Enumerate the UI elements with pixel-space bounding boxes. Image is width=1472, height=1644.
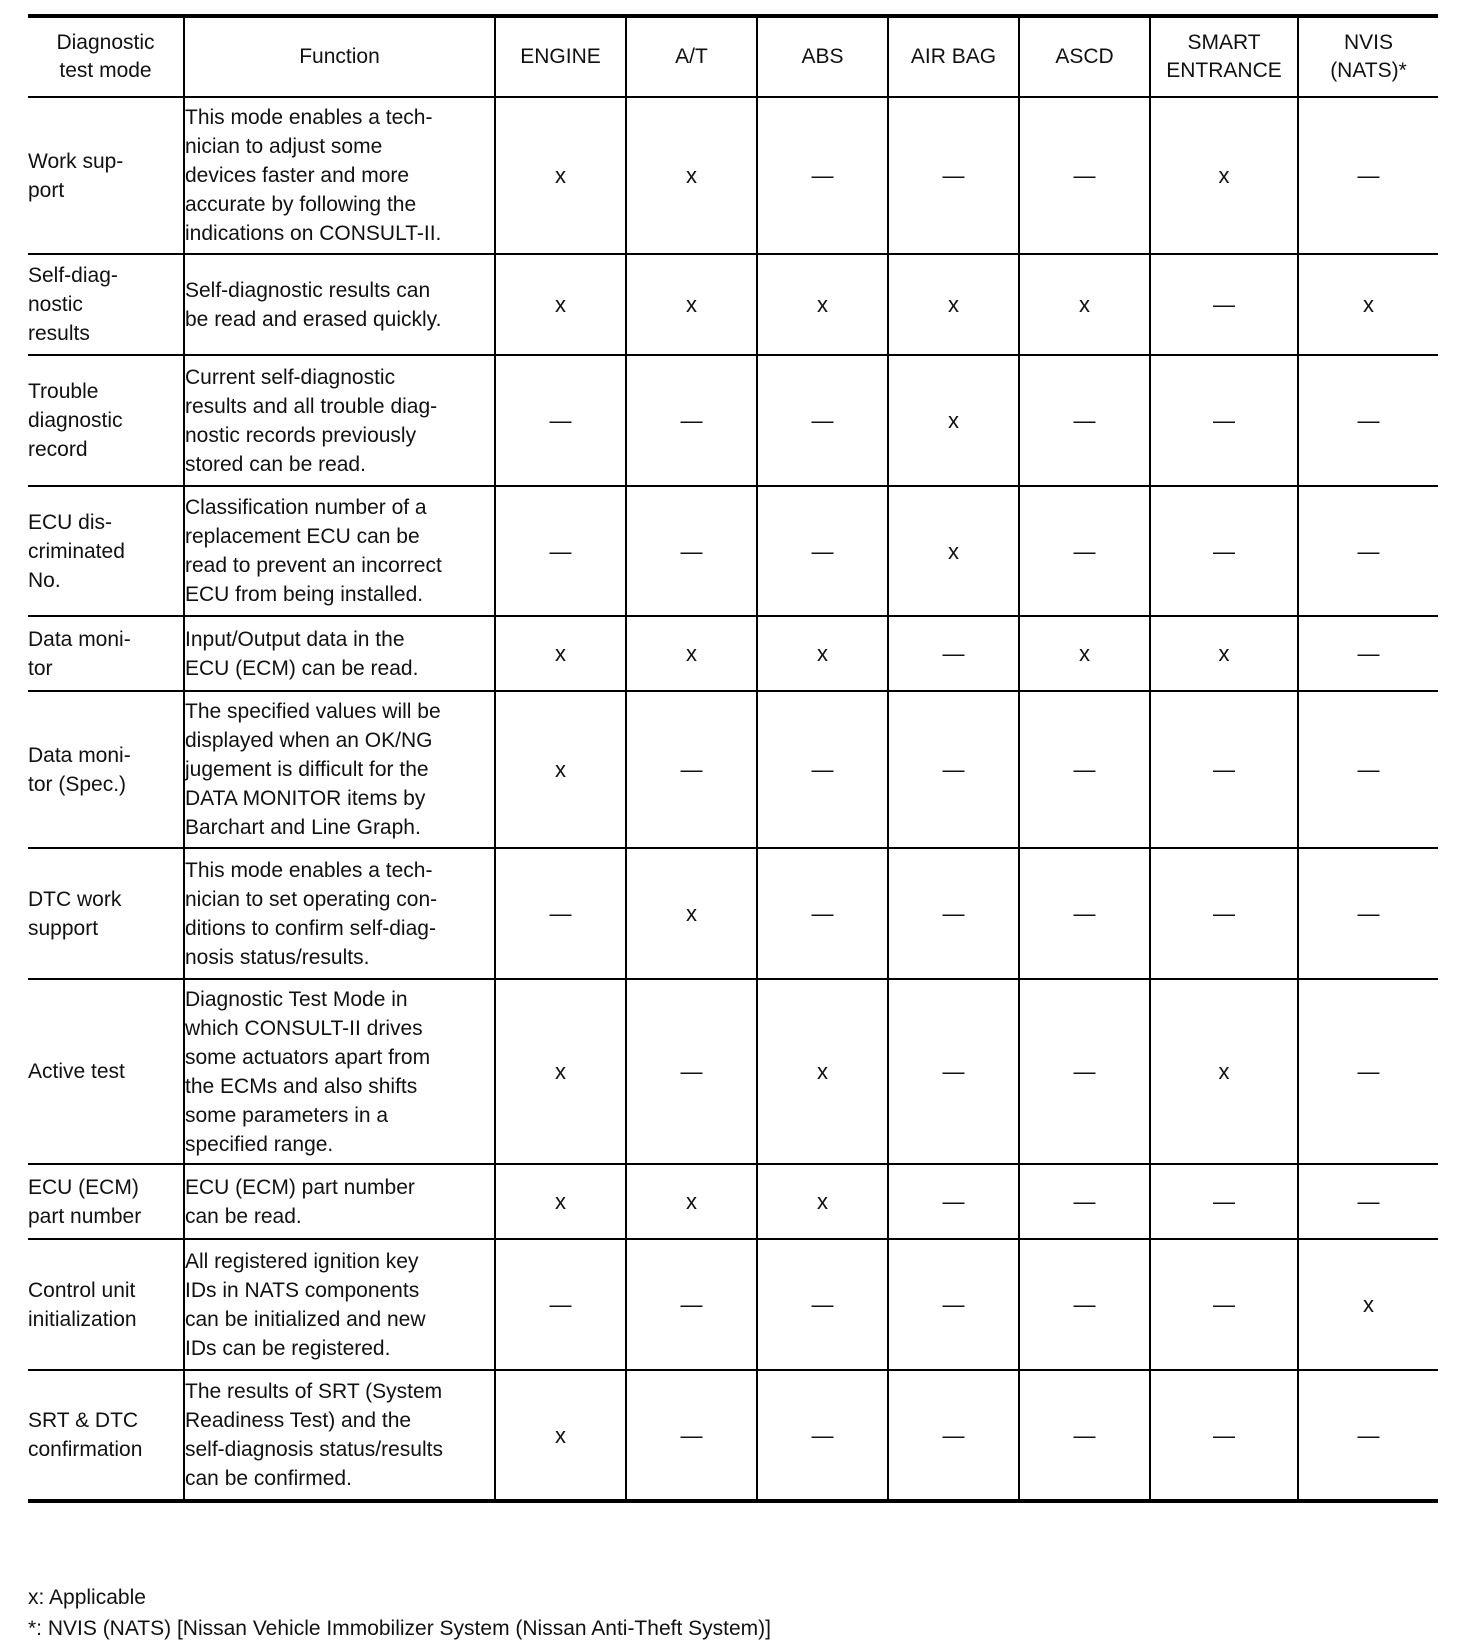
applicability-cell-abs: — [757, 848, 888, 979]
applicability-cell-engine: x [495, 691, 626, 848]
applicability-cell-abs: — [757, 486, 888, 616]
applicability-cell-ascd: — [1019, 1164, 1150, 1239]
applicability-cell-smart-entrance: x [1150, 979, 1298, 1164]
table-row [28, 355, 1438, 486]
applicability-cell-air-bag: x [888, 254, 1019, 355]
header-abs: ABS [757, 16, 888, 97]
applicability-cell-air-bag: x [888, 486, 1019, 616]
table-row [28, 486, 1438, 616]
header-nvis-nats: NVIS (NATS)* [1298, 16, 1438, 97]
applicability-cell-abs: x [757, 616, 888, 691]
applicability-cell-ascd: — [1019, 97, 1150, 254]
diagnostic-test-mode-table [28, 14, 1438, 1503]
applicability-cell-engine: x [495, 979, 626, 1164]
applicability-cell-engine: — [495, 355, 626, 486]
applicability-cell-abs: x [757, 1164, 888, 1239]
applicability-cell-nvis-nats: — [1298, 97, 1438, 254]
applicability-cell-nvis-nats: — [1298, 979, 1438, 1164]
applicability-cell-ascd: x [1019, 616, 1150, 691]
applicability-cell-ascd: — [1019, 691, 1150, 848]
header-diagnostic-test-mode: Diagnostic test mode [28, 16, 184, 97]
applicability-cell-ascd: — [1019, 1370, 1150, 1501]
table-row [28, 691, 1438, 848]
diagnostic-test-mode-cell: Data moni- tor (Spec.) [28, 691, 184, 848]
applicability-cell-air-bag: — [888, 691, 1019, 848]
function-cell: Input/Output data in the ECU (ECM) can be read. [184, 616, 495, 691]
applicability-cell-at: — [626, 691, 757, 848]
header-smart-entrance: SMART ENTRANCE [1150, 16, 1298, 97]
applicability-cell-at: x [626, 848, 757, 979]
applicability-cell-ascd: x [1019, 254, 1150, 355]
diagnostic-test-mode-cell: Control unit initialization [28, 1239, 184, 1370]
table-row [28, 1370, 1438, 1501]
header-ascd: ASCD [1019, 16, 1150, 97]
applicability-cell-nvis-nats: — [1298, 1164, 1438, 1239]
applicability-cell-at: — [626, 979, 757, 1164]
applicability-cell-at: x [626, 254, 757, 355]
applicability-cell-engine: x [495, 97, 626, 254]
table-row [28, 979, 1438, 1164]
applicability-cell-ascd: — [1019, 848, 1150, 979]
applicability-cell-ascd: — [1019, 355, 1150, 486]
applicability-cell-engine: x [495, 1370, 626, 1501]
applicability-cell-air-bag: — [888, 1239, 1019, 1370]
applicability-cell-at: x [626, 97, 757, 254]
applicability-cell-nvis-nats: — [1298, 486, 1438, 616]
header-engine: ENGINE [495, 16, 626, 97]
applicability-cell-smart-entrance: — [1150, 1239, 1298, 1370]
applicability-cell-ascd: — [1019, 979, 1150, 1164]
applicability-cell-air-bag: — [888, 97, 1019, 254]
function-cell: This mode enables a tech- nician to adjust some devices faster and more accurate by following the indications on CONSULT-II. [184, 97, 495, 254]
function-cell: The specified values will be displayed when an OK/NG jugement is difficult for the DATA MONITOR items by Barchart and Line Graph. [184, 691, 495, 848]
applicability-cell-at: — [626, 1370, 757, 1501]
applicability-cell-smart-entrance: — [1150, 355, 1298, 486]
applicability-cell-ascd: — [1019, 486, 1150, 616]
diagnostic-test-mode-cell: SRT & DTC confirmation [28, 1370, 184, 1501]
table-row [28, 848, 1438, 979]
applicability-cell-nvis-nats: — [1298, 355, 1438, 486]
applicability-cell-engine: — [495, 848, 626, 979]
function-cell: Self-diagnostic results can be read and erased quickly. [184, 254, 495, 355]
applicability-cell-smart-entrance: — [1150, 1370, 1298, 1501]
applicability-cell-abs: — [757, 1370, 888, 1501]
applicability-cell-air-bag: — [888, 1370, 1019, 1501]
applicability-cell-nvis-nats: x [1298, 254, 1438, 355]
table-row [28, 97, 1438, 254]
function-cell: Classification number of a replacement ECU can be read to prevent an incorrect ECU from being installed. [184, 486, 495, 616]
table-row [28, 1239, 1438, 1370]
applicability-cell-smart-entrance: — [1150, 1164, 1298, 1239]
function-cell: Current self-diagnostic results and all trouble diag- nostic records previously stored can be read. [184, 355, 495, 486]
table-body [28, 97, 1438, 1501]
diagnostic-test-mode-cell: ECU (ECM) part number [28, 1164, 184, 1239]
diagnostic-test-mode-cell: Trouble diagnostic record [28, 355, 184, 486]
applicability-cell-nvis-nats: — [1298, 1370, 1438, 1501]
nvis-note: *: NVIS (NATS) [Nissan Vehicle Immobilizer System (Nissan Anti-Theft System)] [28, 1617, 771, 1640]
applicability-cell-at: — [626, 1239, 757, 1370]
table-row [28, 254, 1438, 355]
diagnostic-test-mode-cell: Data moni- tor [28, 616, 184, 691]
applicability-cell-smart-entrance: x [1150, 616, 1298, 691]
header-function: Function [184, 16, 495, 97]
table-row [28, 1164, 1438, 1239]
header-at: A/T [626, 16, 757, 97]
applicability-cell-abs: x [757, 254, 888, 355]
applicability-cell-air-bag: — [888, 979, 1019, 1164]
applicability-cell-abs: — [757, 97, 888, 254]
applicability-cell-nvis-nats: — [1298, 848, 1438, 979]
applicability-cell-engine: x [495, 616, 626, 691]
applicability-cell-at: x [626, 616, 757, 691]
applicability-cell-abs: x [757, 979, 888, 1164]
applicability-cell-air-bag: x [888, 355, 1019, 486]
applicability-cell-engine: x [495, 254, 626, 355]
header-row [28, 16, 1438, 97]
function-cell: ECU (ECM) part number can be read. [184, 1164, 495, 1239]
function-cell: Diagnostic Test Mode in which CONSULT-II drives some actuators apart from the ECMs and also shifts some parameters in a specified range. [184, 979, 495, 1164]
applicability-cell-abs: — [757, 1239, 888, 1370]
applicability-cell-nvis-nats: — [1298, 616, 1438, 691]
applicability-cell-air-bag: — [888, 848, 1019, 979]
function-cell: The results of SRT (System Readiness Test) and the self-diagnosis status/results can be confirmed. [184, 1370, 495, 1501]
applicability-cell-engine: — [495, 1239, 626, 1370]
applicability-cell-nvis-nats: — [1298, 691, 1438, 848]
applicability-cell-at: — [626, 486, 757, 616]
table-row [28, 616, 1438, 691]
applicability-cell-air-bag: — [888, 1164, 1019, 1239]
applicability-cell-abs: — [757, 691, 888, 848]
applicability-cell-smart-entrance: — [1150, 848, 1298, 979]
applicability-cell-smart-entrance: — [1150, 486, 1298, 616]
applicability-cell-abs: — [757, 355, 888, 486]
diagnostic-test-mode-cell: Work sup- port [28, 97, 184, 254]
applicability-cell-smart-entrance: x [1150, 97, 1298, 254]
function-cell: All registered ignition key IDs in NATS components can be initialized and new IDs can be registered. [184, 1239, 495, 1370]
applicable-note: x: Applicable [28, 1586, 146, 1609]
applicability-cell-smart-entrance: — [1150, 254, 1298, 355]
applicability-cell-ascd: — [1019, 1239, 1150, 1370]
diagnostic-table-container [28, 14, 1438, 1503]
applicability-cell-engine: — [495, 486, 626, 616]
applicability-cell-at: — [626, 355, 757, 486]
diagnostic-test-mode-cell: Active test [28, 979, 184, 1164]
diagnostic-test-mode-cell: Self-diag- nostic results [28, 254, 184, 355]
applicability-cell-air-bag: — [888, 616, 1019, 691]
applicability-cell-smart-entrance: — [1150, 691, 1298, 848]
applicability-cell-at: x [626, 1164, 757, 1239]
function-cell: This mode enables a tech- nician to set operating con- ditions to confirm self-diag- nosis status/results. [184, 848, 495, 979]
header-air-bag: AIR BAG [888, 16, 1019, 97]
footnotes [28, 1582, 771, 1644]
applicability-cell-engine: x [495, 1164, 626, 1239]
diagnostic-test-mode-cell: ECU dis- criminated No. [28, 486, 184, 616]
applicability-cell-nvis-nats: x [1298, 1239, 1438, 1370]
diagnostic-test-mode-cell: DTC work support [28, 848, 184, 979]
